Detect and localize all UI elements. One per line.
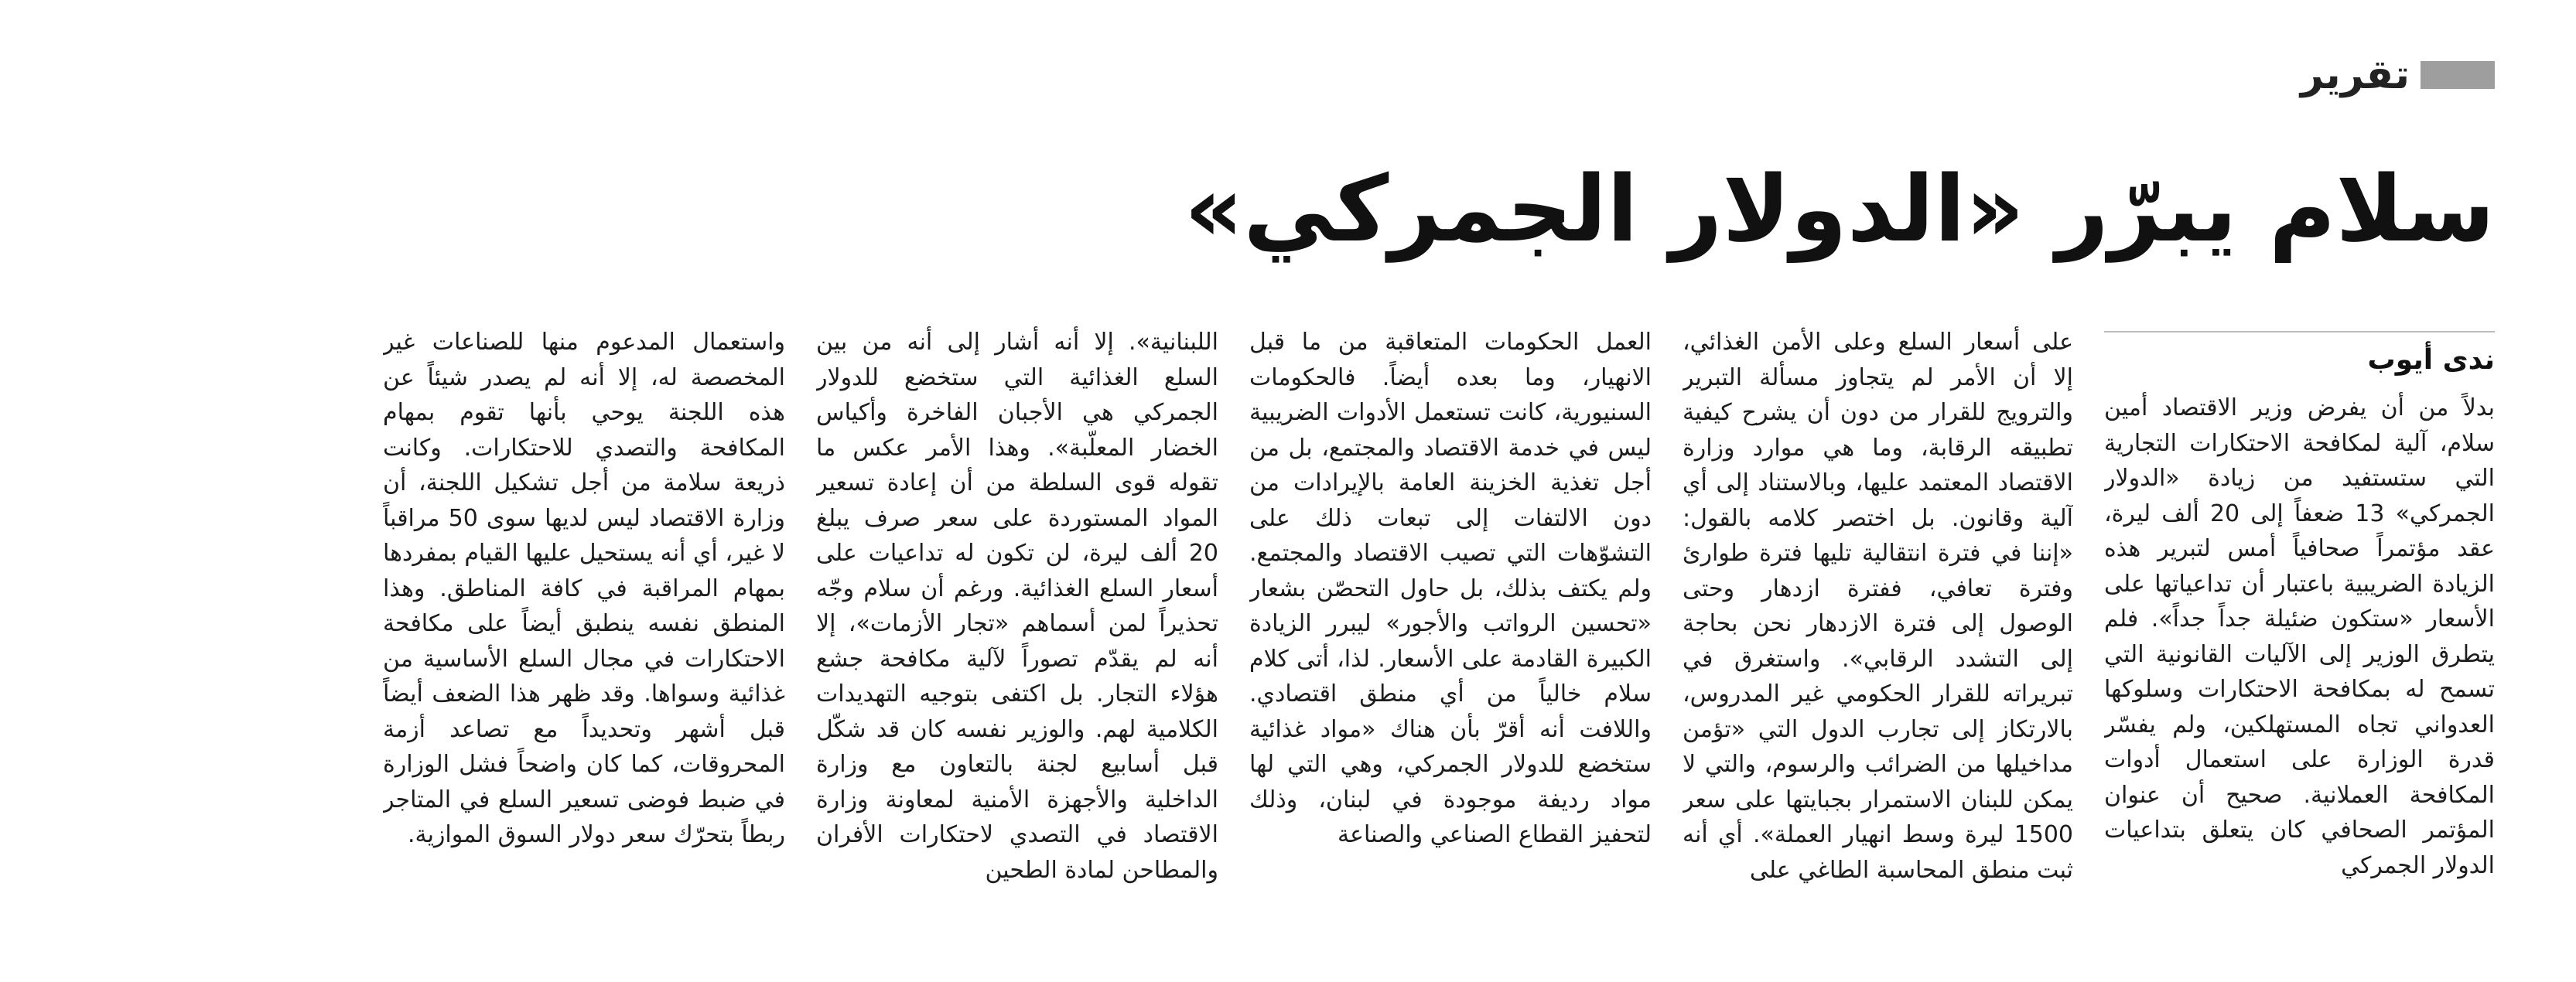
article-column-2-text: على أسعار السلع وعلى الأمن الغذائي، إلا أن الأمر لم يتجاوز مسألة التبرير والترويج للقرار من دون أن يشرح كيفية تطبيقه الرقابة، وما هي موارد وزارة الاقتصاد المعتمد عليها، وبالاستناد إلى أي آلية وقانون. بل اختصر كلامه بالقول: «إننا في فترة انتقالية تليها فترة طوارئ وفترة تعافي، ففترة ازدهار وحتى الوصول إلى فترة الازدهار نحن بحاجة إلى التشدد الرقابي». واستغرق في تبريراته للقرار الحكومي غير المدروس، بالارتكاز إلى تجارب الدول التي «تؤمن مداخيلها من الضرائب والرسوم، والتي لا يمكن للبنان الاستمرار بجبايتها على سعر 1500 ليرة وسط انهيار العملة». أي أنه ثبت منطق المحاسبة الطاغي على bbox=[1683, 329, 2073, 884]
article-column-1-text: بدلاً من أن يفرض وزير الاقتصاد أمين سلام، آلية لمكافحة الاحتكارات التجارية التي ستستفيد من زيادة «الدولار الجمركي» 13 ضعفاً إلى 20 ألف ليرة، عقد مؤتمراً صحافياً أمس لتبرير هذه الزيادة الضريبية باعتبار أن تداعياتها على الأسعار «ستكون ضئيلة جداً جداً». فلم يتطرق الوزير إلى الآليات القانونية التي تسمح له بمكافحة الاحتكارات وسلوكها العدواني تجاه المستهلكين، ولم يفسّر قدرة الوزارة على استعمال أدوات المكافحة العملانية. صحيح أن عنوان المؤتمر الصحافي كان يتعلق بتداعيات الدولار الجمركي bbox=[2104, 394, 2495, 879]
author-byline: ندى أيوب bbox=[2367, 344, 2495, 376]
section-label-text: تقرير bbox=[2300, 52, 2410, 98]
article-column-3 bbox=[1249, 325, 1652, 967]
article-column-5 bbox=[383, 325, 785, 967]
byline-block bbox=[2104, 331, 2495, 380]
article-column-5-text: واستعمال المدعوم منها للصناعات غير المخصصة له، إلا أنه لم يصدر شيئاً عن هذه اللجنة يوحي بأنها تقوم بمهام المكافحة والتصدي للاحتكارات. وكانت ذريعة سلامة من أجل تشكيل اللجنة، أن وزارة الاقتصاد ليس لديها سوى 50 مراقباً لا غير، أي أنه يستحيل عليها القيام بمفردها بمهام المراقبة في كافة المناطق. وهذا المنطق نفسه ينطبق أيضاً على مكافحة الاحتكارات في مجال السلع الأساسية من غذائية وسواها. وقد ظهر هذا الضعف أيضاً قبل أشهر وتحديداً مع تصاعد أزمة المحروقات، كما كان واضحاً فشل الوزارة في ضبط فوضى تسعير السلع في المتاجر ربطاً بتحرّك سعر دولار السوق الموازية. bbox=[383, 329, 785, 848]
article-column-3-text: العمل الحكومات المتعاقبة من ما قبل الانهيار، وما بعده أيضاً. فالحكومات السنيورية، كانت تستعمل الأدوات الضريبية ليس في خدمة الاقتصاد والمجتمع، بل من أجل تغذية الخزينة العامة بالإيرادات من دون الالتفات إلى تبعات ذلك على التشوّهات التي تصيب الاقتصاد والمجتمع. ولم يكتف بذلك، بل حاول التحصّن بشعار «تحسين الرواتب والأجور» ليبرر الزيادة الكبيرة القادمة على الأسعار. لذا، أتى كلام سلام خالياً من أي منطق اقتصادي. واللافت أنه أقرّ بأن هناك «مواد غذائية ستخضع للدولار الجمركي، وهي التي لها مواد رديفة موجودة في لبنان، وذلك لتحفيز القطاع الصناعي والصناعة bbox=[1249, 329, 1652, 848]
section-marker-bar bbox=[2421, 61, 2495, 89]
article-column-2 bbox=[1683, 325, 2073, 967]
article-column-1 bbox=[2104, 390, 2495, 967]
article-column-4 bbox=[816, 325, 1218, 967]
section-label bbox=[2301, 48, 2495, 102]
byline-rule bbox=[2104, 331, 2495, 332]
article-column-4-text: اللبنانية». إلا أنه أشار إلى أنه من بين السلع الغذائية التي ستخضع للدولار الجمركي هي الأجبان الفاخرة وأكياس الخضار المعلّبة». وهذا الأمر عكس ما تقوله قوى السلطة من أن إعادة تسعير المواد المستوردة على سعر صرف يبلغ 20 ألف ليرة، لن تكون له تداعيات على أسعار السلع الغذائية. ورغم أن سلام وجّه تحذيراً لمن أسماهم «تجار الأزمات»، إلا أنه لم يقدّم تصوراً لآلية مكافحة جشع هؤلاء التجار. بل اكتفى بتوجيه التهديدات الكلامية لهم. والوزير نفسه كان قد شكّل قبل أسابيع لجنة بالتعاون مع وزارة الداخلية والأجهزة الأمنية لمعاونة وزارة الاقتصاد في التصدي لاحتكارات الأفران والمطاحن لمادة الطحين bbox=[816, 329, 1218, 884]
article-headline: سلام يبرّر «الدولار الجمركي» bbox=[1184, 155, 2495, 262]
